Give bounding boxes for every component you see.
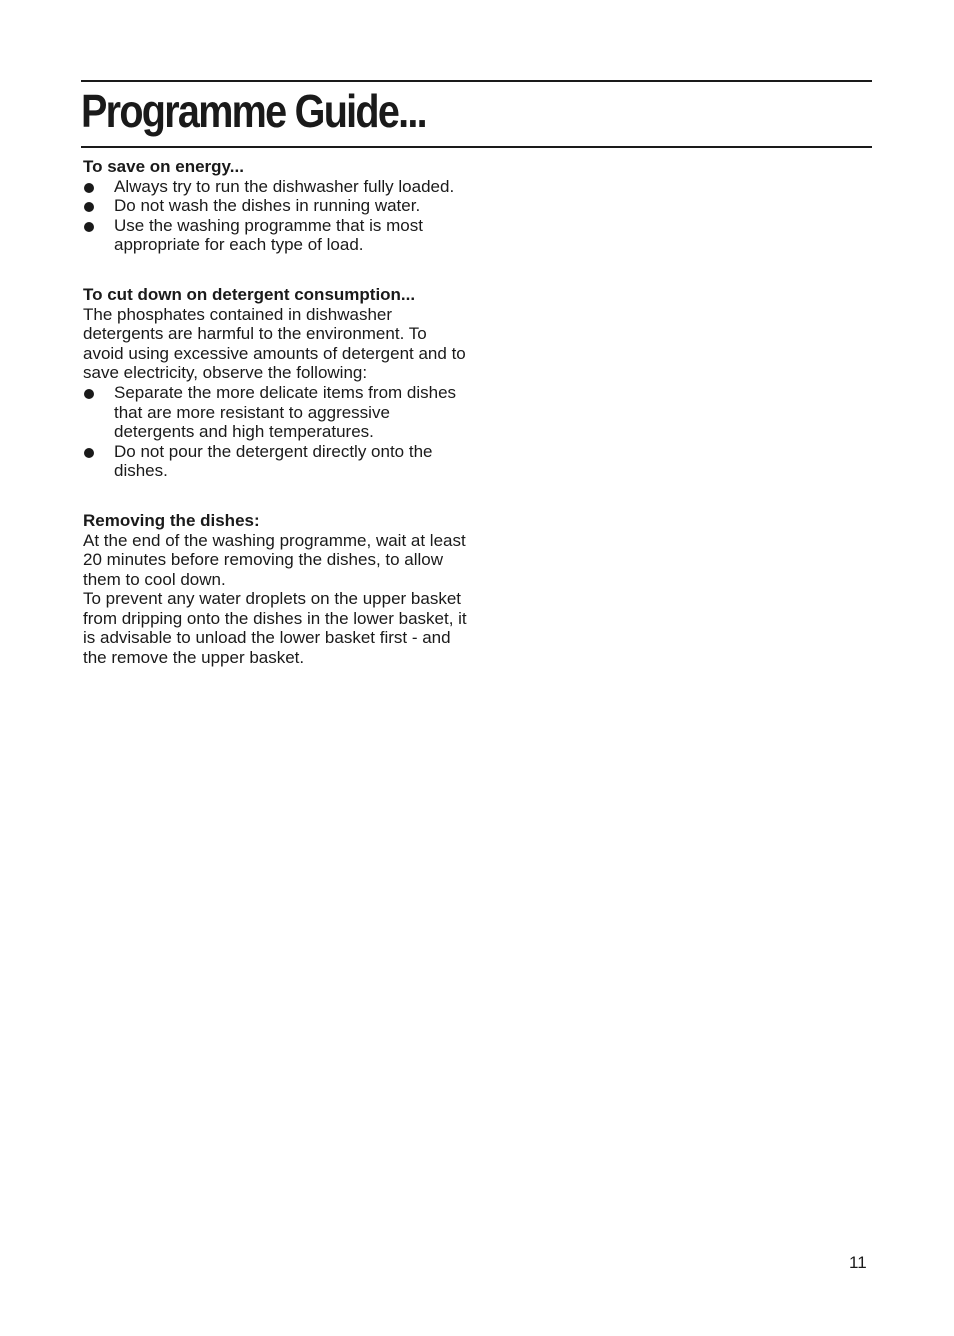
section-paragraph: To prevent any water droplets on the upper basket from dripping onto the dishes in the lower basket, it is advisable to unload the lower basket first - and the remove the upper basket. xyxy=(83,589,467,668)
list-item xyxy=(83,216,468,255)
section-heading: Removing the dishes: xyxy=(83,510,260,530)
bullet-icon xyxy=(84,202,94,212)
title-bottom-rule xyxy=(81,146,872,148)
bullet-icon xyxy=(84,183,94,193)
bullet-list xyxy=(83,383,468,481)
list-item xyxy=(83,196,468,216)
list-item-text: Separate the more delicate items from dishes that are more resistant to aggressive detergents and high temperatures. xyxy=(114,382,457,442)
bullet-icon xyxy=(84,448,94,458)
list-item xyxy=(83,177,468,197)
section-heading: To cut down on detergent consumption... xyxy=(83,284,416,304)
section-paragraph: The phosphates contained in dishwasher detergents are harmful to the environment. To avoid using excessive amounts of detergent and to save electricity, observe the following: xyxy=(83,304,466,383)
list-item-text: Use the washing programme that is most appropriate for each type of load. xyxy=(114,215,423,255)
section-save-energy xyxy=(83,157,468,255)
section-heading: To save on energy... xyxy=(83,157,244,176)
section-detergent-consumption xyxy=(83,285,468,481)
list-item-text: Do not wash the dishes in running water. xyxy=(114,196,421,216)
page-title: Programme Guide... xyxy=(81,85,426,137)
bullet-list xyxy=(83,177,468,255)
list-item-text: Do not pour the detergent directly onto the dishes. xyxy=(114,441,433,481)
bullet-icon xyxy=(84,222,94,232)
page-number: 11 xyxy=(849,1253,867,1272)
main-content xyxy=(83,157,468,668)
section-removing-dishes xyxy=(83,511,468,668)
bullet-icon xyxy=(84,389,94,399)
list-item-text: Always try to run the dishwasher fully loaded. xyxy=(114,176,455,196)
title-top-rule xyxy=(81,80,872,82)
list-item xyxy=(83,442,468,481)
section-paragraph: At the end of the washing programme, wait at least 20 minutes before removing the dishes, to allow them to cool down. xyxy=(83,530,466,589)
list-item xyxy=(83,383,468,442)
